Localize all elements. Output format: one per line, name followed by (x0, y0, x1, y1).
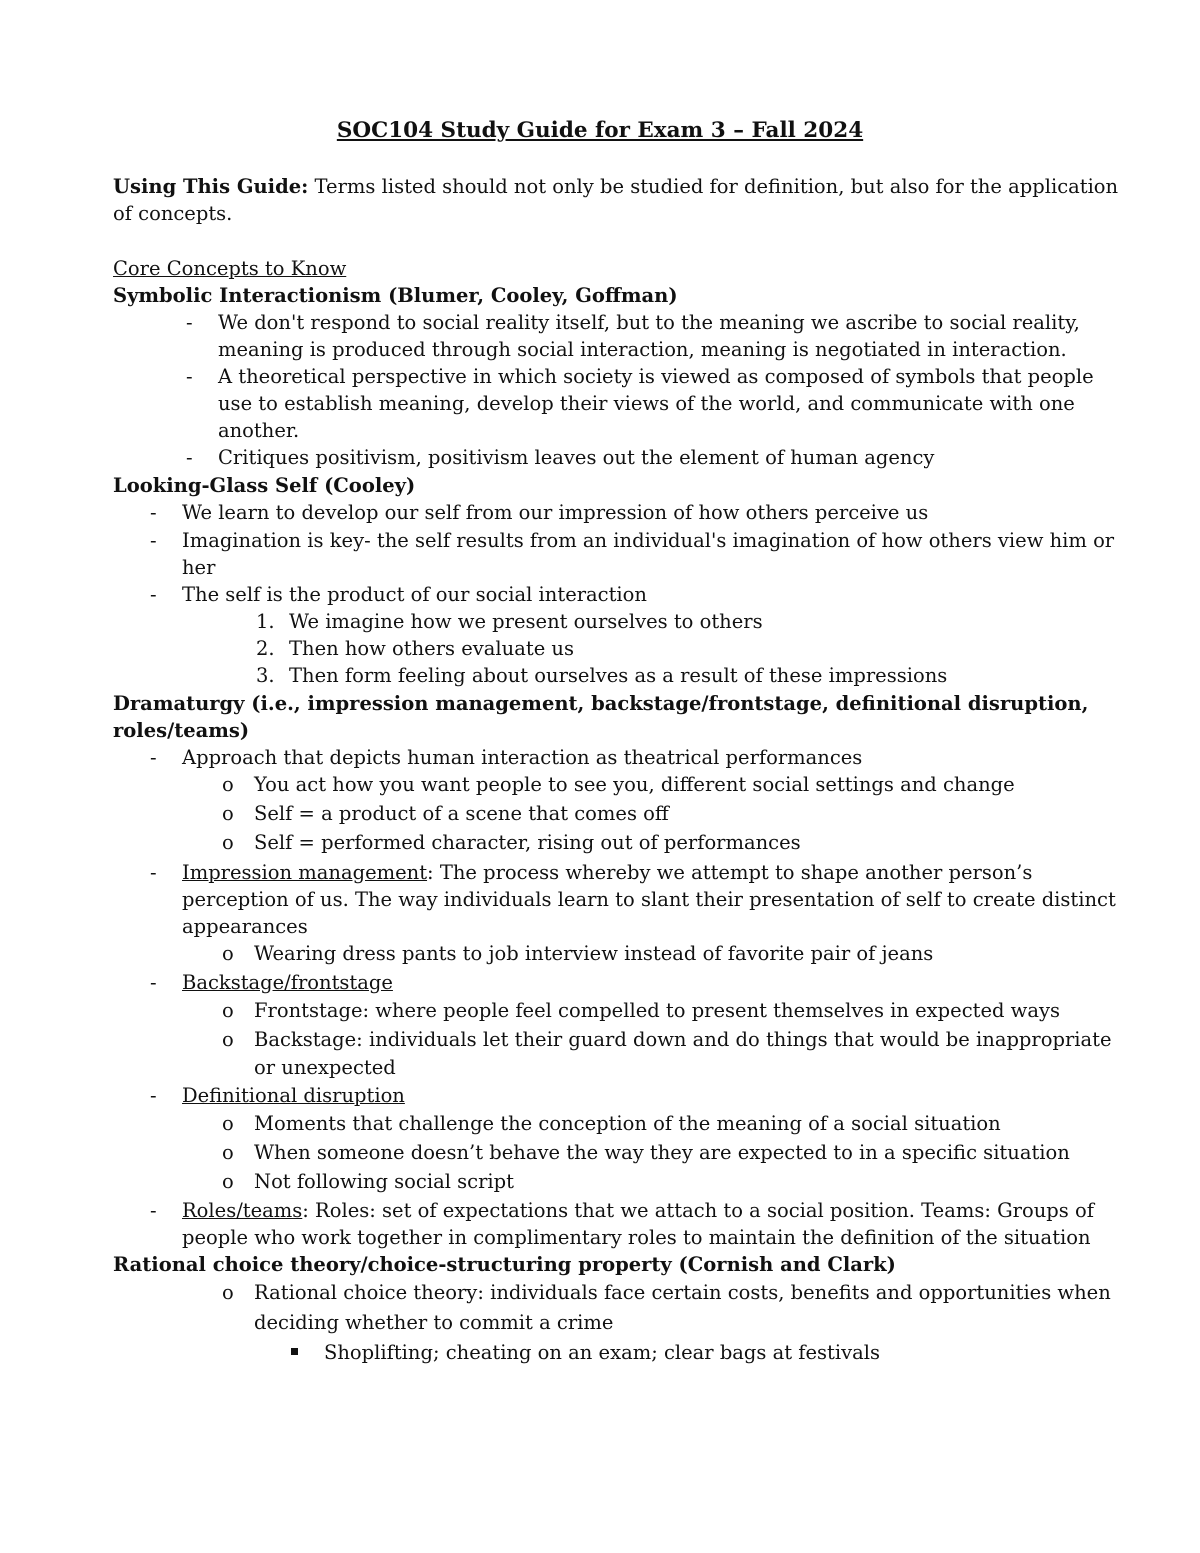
impression-management-term: Impression management (182, 861, 428, 884)
circle-bullet: o (222, 1141, 234, 1164)
dramaturgy-bullet-1: Approach that depicts human interaction as theatrical performances (182, 746, 863, 769)
step-text: Then form feeling about ourselves as a result of these impressions (289, 664, 948, 687)
step-number: 1. (256, 610, 275, 633)
circle-bullet: o (222, 1170, 234, 1193)
dash-bullet: - (150, 583, 157, 606)
dash-bullet: - (150, 971, 157, 994)
symbolic-bullet-1-line-1: We don't respond to social reality itself, but to the meaning we ascribe to social reality, (218, 311, 1080, 334)
symbolic-interactionism-heading: Symbolic Interactionism (Blumer, Cooley, Goffman) (113, 284, 678, 307)
backstage-definition-line-2: or unexpected (254, 1056, 396, 1079)
dash-bullet: - (150, 1199, 157, 1222)
roles-teams-term: Roles/teams (182, 1199, 303, 1222)
intro-label: Using This Guide: (113, 175, 309, 198)
looking-glass-bullet-2-line-1: Imagination is key- the self results from an individual's imagination of how others view him or (182, 529, 1115, 552)
rational-choice-definition-line-1: Rational choice theory: individuals face certain costs, benefits and opportunities when (254, 1281, 1111, 1304)
intro-text-line-2: of concepts. (113, 202, 233, 225)
symbolic-bullet-2-line-2: use to establish meaning, develop their views of the world, and communicate with one (218, 392, 1075, 415)
circle-bullet: o (222, 942, 234, 965)
definitional-disruption-term: Definitional disruption (182, 1084, 405, 1107)
circle-bullet: o (222, 999, 234, 1022)
dash-bullet: - (150, 861, 157, 884)
dash-bullet: - (186, 446, 193, 469)
looking-glass-bullet-3: The self is the product of our social interaction (182, 583, 647, 606)
rational-choice-heading: Rational choice theory/choice-structuring property (Cornish and Clark) (113, 1253, 896, 1276)
impression-management-definition: : The process whereby we attempt to shape another person’s (427, 861, 1033, 884)
impression-management-line-3: appearances (182, 915, 308, 938)
core-concepts-heading: Core Concepts to Know (113, 257, 347, 280)
intro-paragraph (113, 173, 1118, 200)
dash-bullet: - (150, 746, 157, 769)
symbolic-bullet-2-line-1: A theoretical perspective in which society is viewed as composed of symbols that people (218, 365, 1094, 388)
symbolic-bullet-1-line-2: meaning is produced through social interaction, meaning is negotiated in interaction. (218, 338, 1067, 361)
looking-glass-heading: Looking-Glass Self (Cooley) (113, 474, 416, 497)
dash-bullet: - (186, 365, 193, 388)
impression-management-line-2: perception of us. The way individuals learn to slant their presentation of self to create distinct (182, 888, 1116, 911)
circle-bullet: o (222, 802, 234, 825)
rational-choice-examples: Shoplifting; cheating on an exam; clear bags at festivals (324, 1341, 880, 1364)
impression-management-example: Wearing dress pants to job interview instead of favorite pair of jeans (254, 942, 934, 965)
symbolic-bullet-2-line-3: another. (218, 419, 300, 442)
dash-bullet: - (150, 501, 157, 524)
looking-glass-bullet-1: We learn to develop our self from our impression of how others perceive us (182, 501, 929, 524)
dramaturgy-heading-line-2: roles/teams) (113, 719, 250, 742)
dramaturgy-sub-bullet: You act how you want people to see you, different social settings and change (254, 773, 1015, 796)
step-number: 3. (256, 664, 275, 687)
circle-bullet: o (222, 1281, 234, 1304)
dramaturgy-sub-bullet: Self = a product of a scene that comes off (254, 802, 669, 825)
dash-bullet: - (150, 1084, 157, 1107)
square-bullet-icon (291, 1348, 298, 1355)
definitional-disruption-sub: Moments that challenge the conception of the meaning of a social situation (254, 1112, 1001, 1135)
circle-bullet: o (222, 1028, 234, 1051)
dramaturgy-sub-bullet: Self = performed character, rising out of performances (254, 831, 801, 854)
backstage-frontstage-term: Backstage/frontstage (182, 971, 393, 994)
intro-text-line-1: Terms listed should not only be studied for definition, but also for the application (308, 175, 1119, 198)
dramaturgy-heading-line-1: Dramaturgy (i.e., impression management, backstage/frontstage, definitional disruption, (113, 692, 1089, 715)
step-number: 2. (256, 637, 275, 660)
page-title: SOC104 Study Guide for Exam 3 – Fall 2024 (336, 118, 864, 143)
backstage-definition-line-1: Backstage: individuals let their guard down and do things that would be inappropriate (254, 1028, 1112, 1051)
circle-bullet: o (222, 831, 234, 854)
definitional-disruption-sub: When someone doesn’t behave the way they are expected to in a specific situation (254, 1141, 1070, 1164)
frontstage-definition: Frontstage: where people feel compelled to present themselves in expected ways (254, 999, 1061, 1022)
looking-glass-bullet-2-line-2: her (182, 556, 216, 579)
dash-bullet: - (150, 529, 157, 552)
symbolic-bullet-3: Critiques positivism, positivism leaves out the element of human agency (218, 446, 935, 469)
rational-choice-definition-line-2: deciding whether to commit a crime (254, 1311, 614, 1334)
circle-bullet: o (222, 773, 234, 796)
step-text: Then how others evaluate us (289, 637, 574, 660)
impression-management-line-1 (182, 859, 1032, 886)
step-text: We imagine how we present ourselves to others (289, 610, 763, 633)
roles-teams-line-1 (182, 1197, 1094, 1224)
roles-teams-definition: : Roles: set of expectations that we attach to a social position. Teams: Groups of (302, 1199, 1094, 1222)
definitional-disruption-sub: Not following social script (254, 1170, 514, 1193)
roles-teams-line-2: people who work together in complimentary roles to maintain the definition of the situation (182, 1226, 1091, 1249)
circle-bullet: o (222, 1112, 234, 1135)
dash-bullet: - (186, 311, 193, 334)
